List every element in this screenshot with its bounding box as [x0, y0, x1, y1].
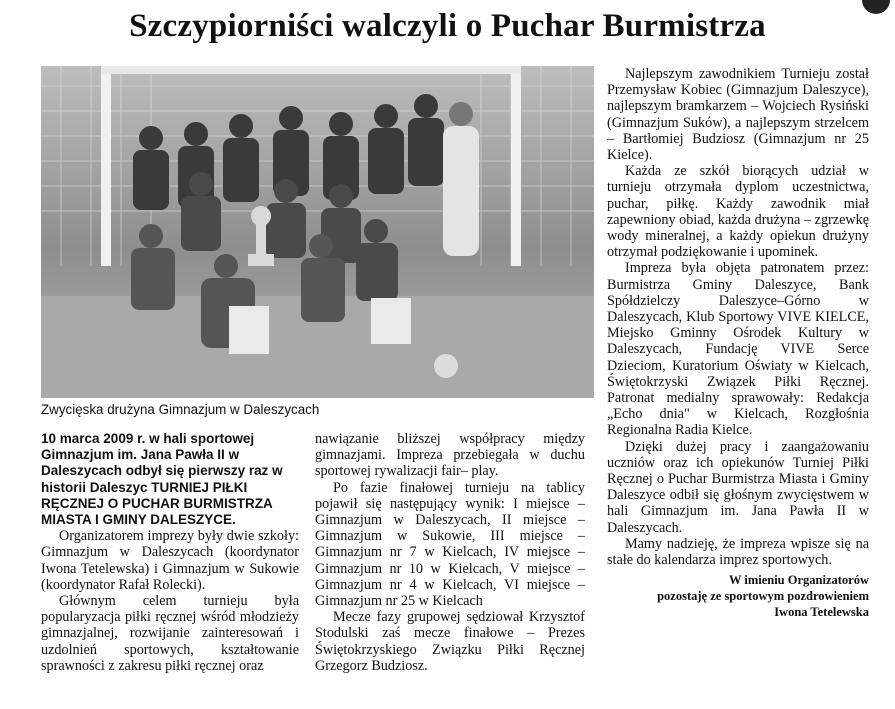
paragraph: Najlepszym zawodnikiem Turnieju został Przemysław Kobiec (Gimnazjum Daleszyce), najlepszym bramkarzem – Wojciech Rysiński (Gimnazjum Suków), a najlepszym strzelcem – Bartłomiej Budziosz (Gimnazjum nr 25 Kielce).	[607, 66, 869, 164]
paragraph: Organizatorem imprezy były dwie szkoły: Gimnazjum w Daleszycach (koordynator Iwona Tetelewska) i Gimnazjum w Sukowie (koordynator Rafał Rolecki).	[41, 528, 299, 593]
signature-line: pozostaję ze sportowym pozdrowieniem	[657, 589, 869, 604]
paragraph: Dzięki dużej pracy i zaangażowaniu uczniów oraz ich opiekunów Turniej Piłki Ręcznej o Puchar Burmistrza Miasta i Gminy Daleszyce odbił się głośnym zwycięstwem w hali Gimnazjum im. Jana Pawła II w Daleszycach.	[607, 438, 869, 536]
team-photo	[41, 66, 594, 398]
paragraph: nawiązanie bliższej współpracy między gimnazjami. Impreza przebiegała w duchu sportowej rywalizacji fair– play.	[315, 431, 585, 480]
photo-caption: Zwycięska drużyna Gimnazjum w Daleszycach	[41, 402, 320, 417]
paragraph: Każda ze szkół biorących udział w turnieju otrzymała dyplom uczestnictwa, puchar, piłkę. Każdy zawodnik miał zapewniony obiad, każda drużyna – zgrzewkę wody mineralnej, a każdy opiekun drużyny otrzymał podziękowanie i upominek.	[607, 163, 869, 261]
paragraph: Po fazie finałowej turnieju na tablicy pojawił się następujący wynik: I miejsce – Gimnazjum w Daleszycach, II miejsce – Gimnazjum w Sukowie, III miejsce – Gimnazjum nr 7 w Kielcach, IV miejsce – Gimnazjum nr 10 w Kielcach, V miejsce – Gimnazjum nr 4 w Kielcach, VI miejsce – Gimnazjum nr 25 w Kielcach	[315, 479, 585, 610]
article-title: Szczypiorniści walczyli o Puchar Burmistrza	[129, 8, 766, 44]
column-3	[607, 66, 869, 620]
paragraph: Mamy nadzieję, że impreza wpisze się na stałe do kalendarza imprez sportowych.	[607, 535, 869, 569]
signature-line: W imieniu Organizatorów	[728, 573, 869, 588]
column-1	[41, 431, 299, 674]
column-2	[315, 431, 585, 674]
paragraph: Impreza była objęta patronatem przez: Burmistrza Gminy Daleszyce, Bank Spółdzielczy Daleszyce–Górno w Daleszycach, Klub Sportowy VIVE KIELCE, Miejsko Gminny Ośrodek Kultury w Daleszycach, Fundację VIVE Serce Dzieciom, Kuratorium Oświaty w Kielcach, Świętokrzyski Związek Piłki Ręcznej. Patronat medialny sprawowały: Redakcja „Echo dnia" w Kielcach, Rozgłośnia Regionalna Radia Kielce.	[607, 260, 869, 439]
lead-paragraph: 10 marca 2009 r. w hali sportowej Gimnazjum im. Jana Pawła II w Daleszycach odbył się pierwszy raz w historii Daleszyc TURNIEJ PIŁKI RĘCZNEJ O PUCHAR BURMISTRZA MIASTA I GMINY DALESZYCE.	[41, 431, 283, 528]
paragraph: Głównym celem turnieju była popularyzacja piłki ręcznej wśród młodzieży gimnazjalnej, rozwijanie zainteresowań i uzdolnień sportowych, kształtowanie sprawności z zakresu piłki ręcznej oraz	[41, 593, 299, 674]
paragraph: Mecze fazy grupowej sędziował Krzysztof Stodulski zaś mecze finałowe – Prezes Świętokrzyskiego Związku Piłki Ręcznej Grzegorz Budziosz.	[315, 609, 585, 674]
signature-name: Iwona Tetelewska	[774, 605, 869, 620]
signature	[607, 572, 869, 620]
